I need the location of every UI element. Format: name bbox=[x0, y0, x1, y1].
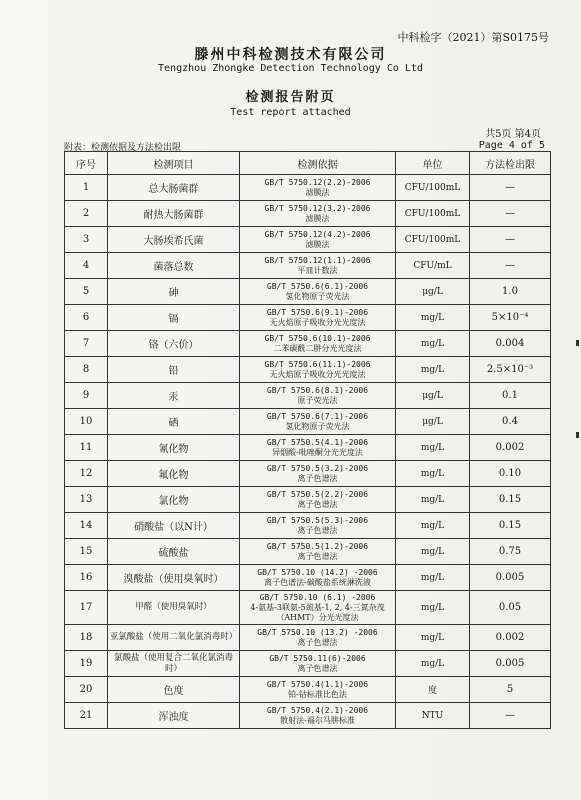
company-name-cn: 滕州中科检测技术有限公司 bbox=[194, 47, 387, 63]
table-row bbox=[65, 487, 551, 513]
basis-method: 氢化物原子荧光法 bbox=[285, 421, 350, 431]
row-number: 18 bbox=[65, 625, 108, 651]
column-header-limit: 方法检出限 bbox=[470, 152, 551, 175]
table-row bbox=[65, 201, 551, 227]
table-body bbox=[65, 175, 551, 729]
test-item: 汞 bbox=[108, 383, 240, 409]
basis-method: 异烟酸-吡唑酮分光光度法 bbox=[272, 447, 363, 457]
row-number: 8 bbox=[65, 357, 108, 383]
column-header-no: 序号 bbox=[65, 152, 108, 175]
table-row bbox=[65, 435, 551, 461]
basis-method: 无火焰原子吸收分光光度法 bbox=[269, 369, 366, 379]
row-number: 10 bbox=[65, 409, 108, 435]
detection-limit: 0.004 bbox=[470, 331, 551, 357]
basis-method: 平皿计数法 bbox=[297, 265, 338, 275]
table-row bbox=[65, 591, 551, 625]
basis-method: 滤膜法 bbox=[305, 187, 330, 197]
unit: mg/L bbox=[396, 357, 470, 383]
page-count-cn: 共5页 第4页 bbox=[485, 129, 541, 140]
test-item: 铅 bbox=[108, 357, 240, 383]
unit: CFU/mL bbox=[396, 253, 470, 279]
table-row bbox=[65, 357, 551, 383]
unit: μg/L bbox=[396, 383, 470, 409]
detection-limit: 0.005 bbox=[470, 565, 551, 591]
basis-method: 原子荧光法 bbox=[297, 395, 338, 405]
test-item: 甲醛（使用臭氧时） bbox=[108, 591, 240, 625]
edge-mark bbox=[576, 340, 579, 346]
basis-method: 铂-钴标准比色法 bbox=[288, 689, 347, 699]
basis-standard-code: GB/T 5750.5(4.1)-2006 bbox=[266, 437, 369, 447]
test-basis bbox=[240, 435, 396, 461]
test-basis bbox=[240, 539, 396, 565]
test-item: 菌落总数 bbox=[108, 253, 240, 279]
row-number: 20 bbox=[65, 677, 108, 703]
detection-limit: — bbox=[470, 253, 551, 279]
test-item: 浑浊度 bbox=[108, 703, 240, 729]
detection-limit: 0.005 bbox=[470, 651, 551, 677]
basis-method: 氢化物原子荧光法 bbox=[285, 291, 350, 301]
row-number: 4 bbox=[65, 253, 108, 279]
basis-standard-code: GB/T 5750.5(3.2)-2006 bbox=[266, 463, 369, 473]
test-basis bbox=[240, 461, 396, 487]
table-row bbox=[65, 703, 551, 729]
test-basis bbox=[240, 703, 396, 729]
test-item: 耐热大肠菌群 bbox=[108, 201, 240, 227]
unit: NTU bbox=[396, 703, 470, 729]
unit: mg/L bbox=[396, 305, 470, 331]
detection-limit: 0.15 bbox=[470, 513, 551, 539]
row-number: 17 bbox=[65, 591, 108, 625]
row-number: 21 bbox=[65, 703, 108, 729]
basis-standard-code: GB/T 5750.6(7.1)-2006 bbox=[266, 411, 369, 421]
basis-standard-code: GB/T 5750.10 (13.2) -2006 bbox=[257, 627, 378, 637]
row-number: 6 bbox=[65, 305, 108, 331]
test-item: 砷 bbox=[108, 279, 240, 305]
basis-method: 滤膜法 bbox=[305, 213, 330, 223]
unit: mg/L bbox=[396, 435, 470, 461]
table-row bbox=[65, 227, 551, 253]
row-number: 1 bbox=[65, 175, 108, 201]
row-number: 3 bbox=[65, 227, 108, 253]
basis-standard-code: GB/T 5750.11(6)-2006 bbox=[269, 653, 366, 663]
basis-standard-code: GB/T 5750.5(1.2)-2006 bbox=[266, 541, 369, 551]
unit: CFU/100mL bbox=[396, 227, 470, 253]
test-basis bbox=[240, 513, 396, 539]
test-item: 大肠埃希氏菌 bbox=[108, 227, 240, 253]
test-item: 氯化物 bbox=[108, 487, 240, 513]
table-row bbox=[65, 513, 551, 539]
test-basis bbox=[240, 565, 396, 591]
unit: mg/L bbox=[396, 539, 470, 565]
table-row bbox=[65, 677, 551, 703]
unit: μg/L bbox=[396, 409, 470, 435]
test-basis bbox=[240, 651, 396, 677]
detection-limit: — bbox=[470, 201, 551, 227]
row-number: 12 bbox=[65, 461, 108, 487]
row-number: 7 bbox=[65, 331, 108, 357]
detection-limit: — bbox=[470, 703, 551, 729]
test-item: 色度 bbox=[108, 677, 240, 703]
test-basis bbox=[240, 279, 396, 305]
test-item: 溴酸盐（使用臭氧时） bbox=[108, 565, 240, 591]
company-name-en: Tengzhou Zhongke Detection Technology Co Ltd bbox=[158, 63, 423, 74]
test-basis bbox=[240, 305, 396, 331]
basis-standard-code: GB/T 5750.6(11.1)-2006 bbox=[264, 359, 371, 369]
row-number: 11 bbox=[65, 435, 108, 461]
row-number: 16 bbox=[65, 565, 108, 591]
detection-limit: 0.4 bbox=[470, 409, 551, 435]
unit: mg/L bbox=[396, 487, 470, 513]
basis-method: 离子色谱法-碳酸盐系统淋洗液 bbox=[264, 577, 371, 587]
basis-standard-code: GB/T 5750.4(2.1)-2006 bbox=[266, 705, 369, 715]
unit: mg/L bbox=[396, 461, 470, 487]
test-item: 总大肠菌群 bbox=[108, 175, 240, 201]
row-number: 19 bbox=[65, 651, 108, 677]
row-number: 13 bbox=[65, 487, 108, 513]
row-number: 9 bbox=[65, 383, 108, 409]
unit: CFU/100mL bbox=[396, 175, 470, 201]
test-basis bbox=[240, 227, 396, 253]
page-title-en: Test report attached bbox=[230, 107, 351, 118]
column-header-item: 检测项目 bbox=[108, 152, 240, 175]
row-number: 2 bbox=[65, 201, 108, 227]
detection-limit: 0.1 bbox=[470, 383, 551, 409]
detection-limit: 0.75 bbox=[470, 539, 551, 565]
test-item: 亚氯酸盐（使用二氧化氯消毒时） bbox=[108, 625, 240, 651]
unit: μg/L bbox=[396, 279, 470, 305]
table-row bbox=[65, 383, 551, 409]
table-row bbox=[65, 175, 551, 201]
test-item: 硝酸盐（以N计） bbox=[108, 513, 240, 539]
basis-standard-code: GB/T 5750.6(10.1)-2006 bbox=[264, 333, 371, 343]
unit: 度 bbox=[396, 677, 470, 703]
test-basis bbox=[240, 357, 396, 383]
test-item: 硫酸盐 bbox=[108, 539, 240, 565]
table-row bbox=[65, 625, 551, 651]
basis-method: 离子色谱法 bbox=[297, 637, 338, 647]
column-header-unit: 单位 bbox=[396, 152, 470, 175]
edge-mark bbox=[576, 432, 579, 438]
basis-standard-code: GB/T 5750.10 (14.2) -2006 bbox=[257, 567, 378, 577]
table-row bbox=[65, 305, 551, 331]
row-number: 5 bbox=[65, 279, 108, 305]
basis-standard-code: GB/T 5750.4(1.1)-2006 bbox=[266, 679, 369, 689]
test-basis bbox=[240, 625, 396, 651]
basis-method: 二苯碳酰二肼分光光度法 bbox=[273, 343, 362, 353]
table-row bbox=[65, 331, 551, 357]
basis-standard-code: GB/T 5750.5(2.2)-2006 bbox=[266, 489, 369, 499]
table-row bbox=[65, 409, 551, 435]
test-item: 镉 bbox=[108, 305, 240, 331]
basis-standard-code: GB/T 5750.12(1.1)-2006 bbox=[264, 255, 371, 265]
table-caption: 附表：检测依据及方法检出限 bbox=[64, 143, 182, 153]
basis-standard-code: GB/T 5750.12(2.2)-2006 bbox=[264, 177, 371, 187]
basis-method: 滤膜法 bbox=[305, 239, 330, 249]
detection-limit: 5×10⁻⁴ bbox=[470, 305, 551, 331]
test-basis bbox=[240, 591, 396, 625]
detection-limit: — bbox=[470, 175, 551, 201]
table-row bbox=[65, 279, 551, 305]
detection-limit: 0.15 bbox=[470, 487, 551, 513]
column-header-basis: 检测依据 bbox=[240, 152, 396, 175]
unit: mg/L bbox=[396, 625, 470, 651]
test-item: 铬（六价） bbox=[108, 331, 240, 357]
test-item: 硒 bbox=[108, 409, 240, 435]
basis-method: 离子色谱法 bbox=[297, 551, 338, 561]
detection-limit: 0.10 bbox=[470, 461, 551, 487]
test-item: 氰化物 bbox=[108, 435, 240, 461]
basis-method: 无火焰原子吸收分光光度法 bbox=[269, 317, 366, 327]
basis-method: 离子色谱法 bbox=[297, 663, 338, 673]
basis-standard-code: GB/T 5750.5(5.3)-2006 bbox=[266, 515, 369, 525]
table-row bbox=[65, 253, 551, 279]
detection-limit: 0.002 bbox=[470, 435, 551, 461]
detection-limit: 2.5×10⁻³ bbox=[470, 357, 551, 383]
methods-table bbox=[64, 151, 551, 729]
basis-standard-code: GB/T 5750.12(4.2)-2006 bbox=[264, 229, 371, 239]
page-count-en: Page 4 of 5 bbox=[478, 140, 545, 151]
basis-standard-code: GB/T 5750.10 (6.1) -2006 bbox=[259, 592, 376, 602]
detection-limit: 0.05 bbox=[470, 591, 551, 625]
test-basis bbox=[240, 175, 396, 201]
table-row bbox=[65, 461, 551, 487]
row-number: 14 bbox=[65, 513, 108, 539]
row-number: 15 bbox=[65, 539, 108, 565]
unit: mg/L bbox=[396, 331, 470, 357]
test-basis bbox=[240, 201, 396, 227]
test-item: 氟化物 bbox=[108, 461, 240, 487]
basis-method: 离子色谱法 bbox=[297, 525, 338, 535]
detection-limit: 0.002 bbox=[470, 625, 551, 651]
detection-limit: 5 bbox=[470, 677, 551, 703]
basis-method: 离子色谱法 bbox=[297, 499, 338, 509]
table-row bbox=[65, 539, 551, 565]
test-basis bbox=[240, 253, 396, 279]
detection-limit: — bbox=[470, 227, 551, 253]
test-basis bbox=[240, 409, 396, 435]
basis-method: 散射法-福尔马肼标准 bbox=[280, 715, 355, 725]
test-item: 氯酸盐（使用复合二氧化氯消毒时） bbox=[108, 651, 240, 677]
unit: mg/L bbox=[396, 513, 470, 539]
basis-standard-code: GB/T 5750.6(9.1)-2006 bbox=[266, 307, 369, 317]
basis-method: 4-氨基-3联氨-5巯基-1, 2, 4-三氮杂茂（AHMT）分光光度法 bbox=[250, 602, 385, 622]
table-row bbox=[65, 565, 551, 591]
unit: mg/L bbox=[396, 651, 470, 677]
page-title-cn: 检测报告附页 bbox=[245, 90, 336, 105]
table-row bbox=[65, 651, 551, 677]
basis-method: 离子色谱法 bbox=[297, 473, 338, 483]
test-basis bbox=[240, 487, 396, 513]
test-basis bbox=[240, 331, 396, 357]
table-header-row bbox=[65, 152, 551, 175]
basis-standard-code: GB/T 5750.6(6.1)-2006 bbox=[266, 281, 369, 291]
unit: CFU/100mL bbox=[396, 201, 470, 227]
report-number: 中科检字（2021）第S0175号 bbox=[397, 31, 549, 44]
basis-standard-code: GB/T 5750.6(8.1)-2006 bbox=[266, 385, 369, 395]
test-basis bbox=[240, 677, 396, 703]
detection-limit: 1.0 bbox=[470, 279, 551, 305]
unit: mg/L bbox=[396, 591, 470, 625]
unit: mg/L bbox=[396, 565, 470, 591]
basis-standard-code: GB/T 5750.12(3.2)-2006 bbox=[264, 203, 371, 213]
test-basis bbox=[240, 383, 396, 409]
